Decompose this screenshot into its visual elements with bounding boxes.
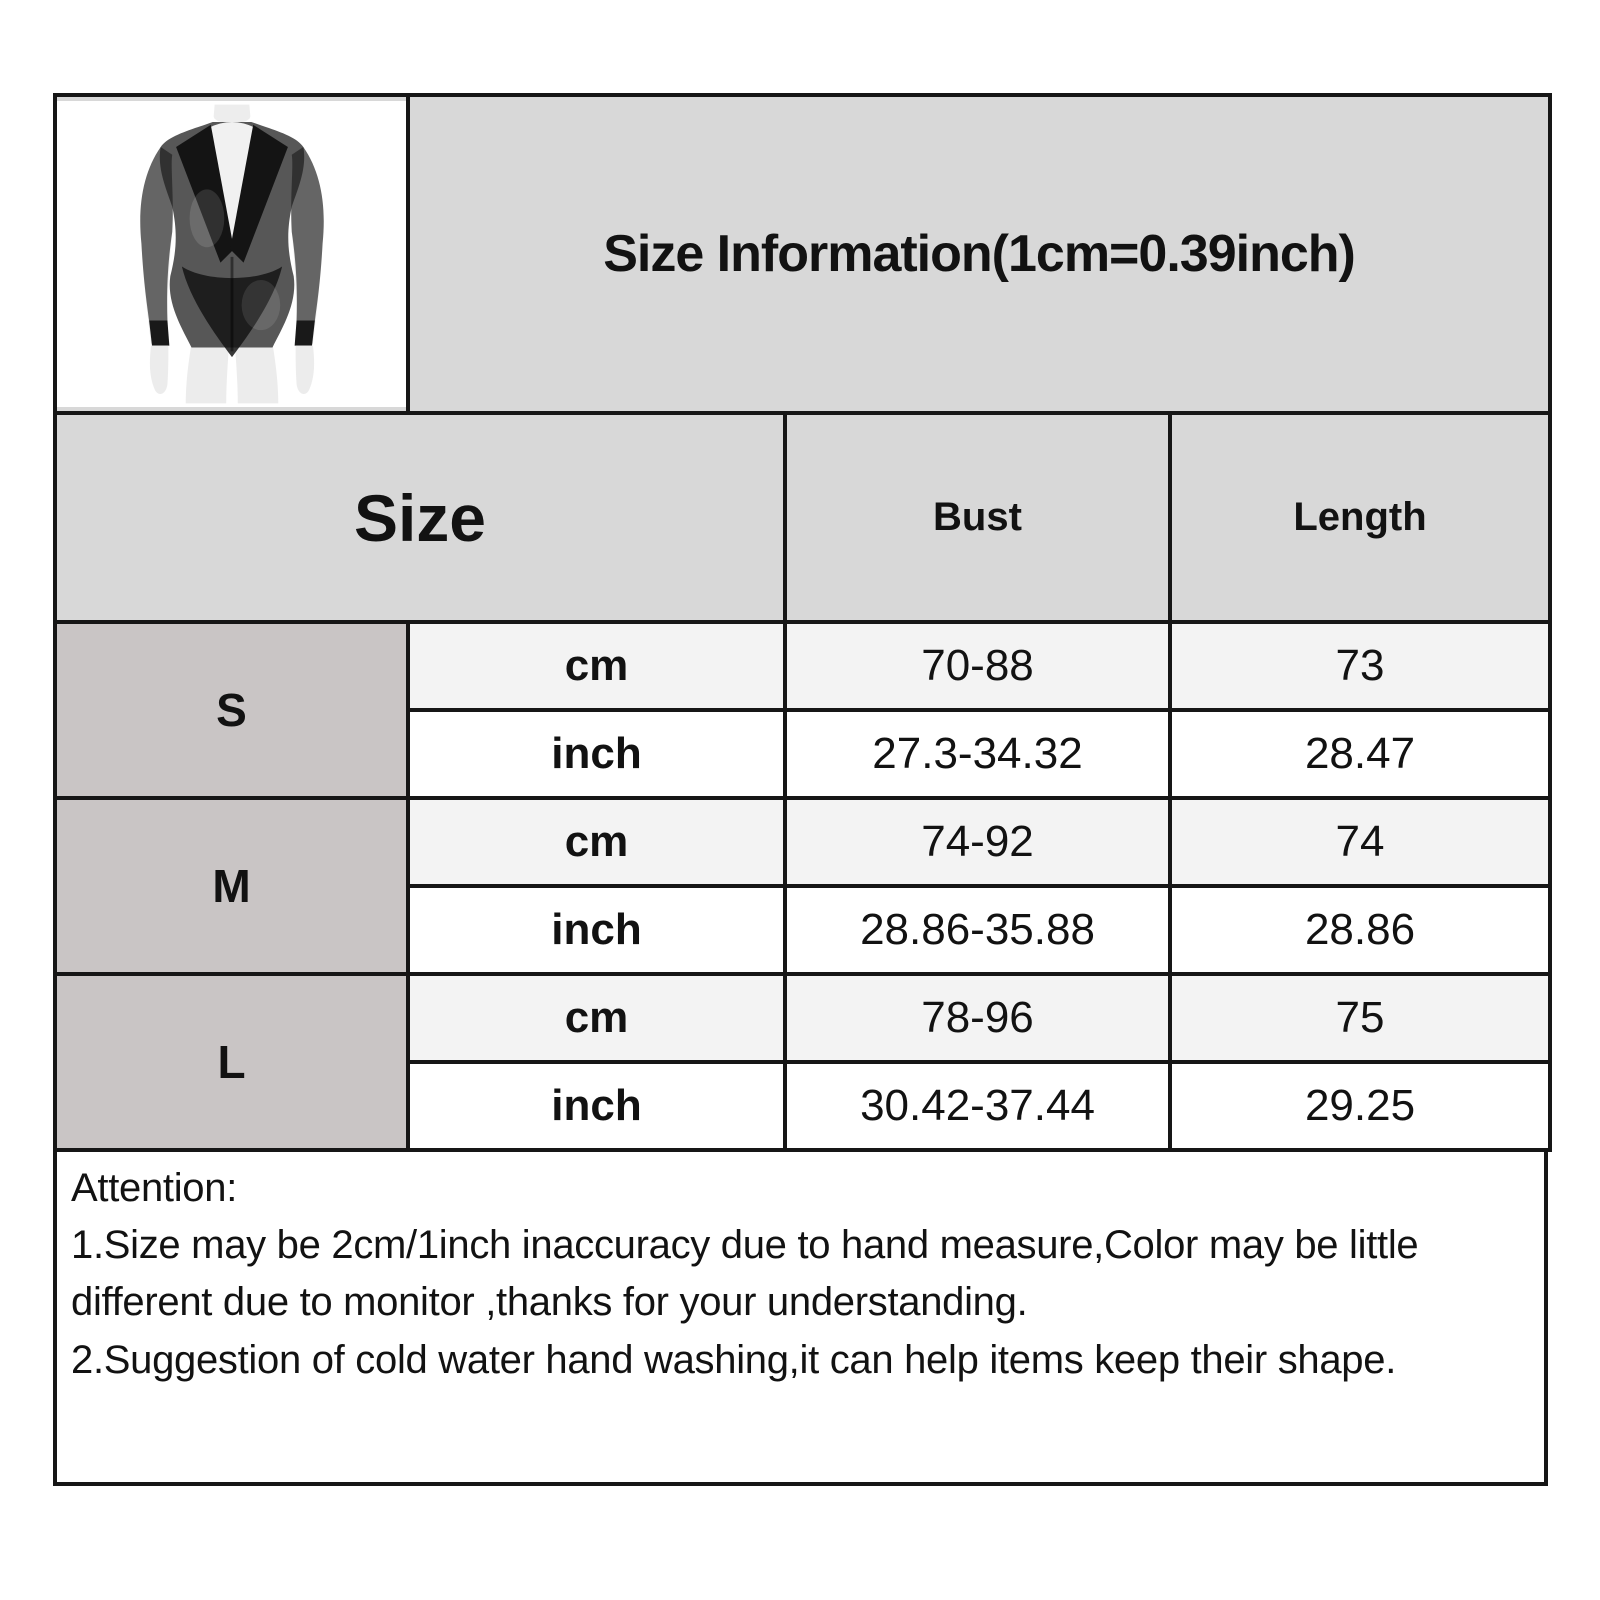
size-label-l: L — [55, 974, 408, 1150]
length-value: 73 — [1170, 622, 1550, 710]
bust-value: 27.3-34.32 — [785, 710, 1170, 798]
bust-value: 70-88 — [785, 622, 1170, 710]
bodysuit-product-image — [72, 104, 392, 404]
size-table — [53, 93, 1552, 1152]
size-label-s: S — [55, 622, 408, 798]
unit-cell: cm — [408, 974, 785, 1062]
page-title: Size Information(1cm=0.39inch) — [408, 95, 1550, 413]
length-value: 28.86 — [1170, 886, 1550, 974]
bust-value: 78-96 — [785, 974, 1170, 1062]
bust-value: 28.86-35.88 — [785, 886, 1170, 974]
column-header-length: Length — [1170, 413, 1550, 622]
bust-value: 74-92 — [785, 798, 1170, 886]
column-header-bust: Bust — [785, 413, 1170, 622]
table-row — [55, 798, 1550, 886]
length-value: 75 — [1170, 974, 1550, 1062]
unit-cell: cm — [408, 622, 785, 710]
attention-note-2: 2.Suggestion of cold water hand washing,it can help items keep their shape. — [71, 1337, 1397, 1382]
table-row — [55, 622, 1550, 710]
product-photo-frame — [57, 101, 406, 407]
unit-cell: cm — [408, 798, 785, 886]
attention-notes — [53, 1148, 1548, 1486]
column-header-size: Size — [55, 413, 785, 622]
length-value: 74 — [1170, 798, 1550, 886]
product-photo-cell — [55, 95, 408, 413]
bust-value: 30.42-37.44 — [785, 1062, 1170, 1150]
attention-note-1: 1.Size may be 2cm/1inch inaccuracy due to hand measure,Color may be little different due to monitor ,thanks for your understanding. — [71, 1223, 1419, 1325]
table-row — [55, 974, 1550, 1062]
unit-cell: inch — [408, 1062, 785, 1150]
size-table-wrap — [53, 93, 1548, 1486]
length-value: 29.25 — [1170, 1062, 1550, 1150]
unit-cell: inch — [408, 710, 785, 798]
size-label-m: M — [55, 798, 408, 974]
unit-cell: inch — [408, 886, 785, 974]
attention-heading: Attention: — [71, 1166, 238, 1210]
length-value: 28.47 — [1170, 710, 1550, 798]
